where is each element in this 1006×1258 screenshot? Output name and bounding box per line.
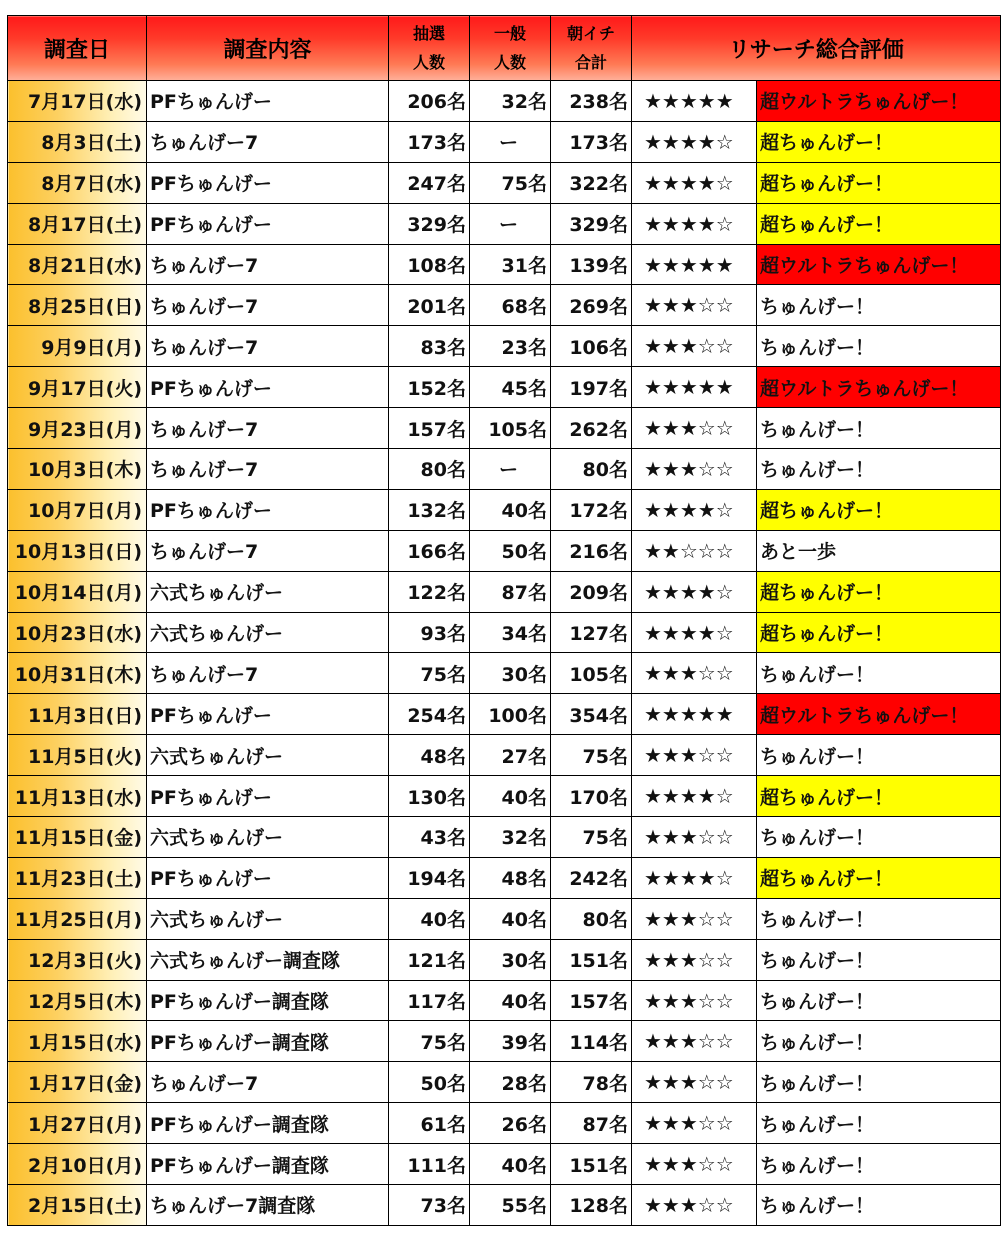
cell-total: 78名 (551, 1062, 632, 1103)
cell-lottery: 48名 (389, 735, 470, 776)
cell-evaluation: 超ちゅんげー！ (757, 203, 1001, 244)
cell-total: 106名 (551, 326, 632, 367)
cell-evaluation: 超ちゅんげー！ (757, 571, 1001, 612)
cell-evaluation: ちゅんげー！ (757, 980, 1001, 1021)
cell-general: 100名 (470, 694, 551, 735)
cell-date: 10月7日(月) (8, 489, 147, 530)
research-table (7, 15, 1001, 1226)
table-row (8, 653, 1001, 694)
cell-general: ー (470, 203, 551, 244)
cell-lottery: 152名 (389, 367, 470, 408)
cell-date: 11月25日(月) (8, 898, 147, 939)
cell-content: PFちゅんげー (147, 162, 389, 203)
table-row (8, 285, 1001, 326)
cell-total: 172名 (551, 489, 632, 530)
cell-content: ちゅんげー7 (147, 1062, 389, 1103)
cell-total: 80名 (551, 449, 632, 490)
cell-general: 40名 (470, 980, 551, 1021)
cell-date: 1月27日(月) (8, 1103, 147, 1144)
cell-content: ちゅんげー7 (147, 285, 389, 326)
cell-evaluation: ちゅんげー！ (757, 817, 1001, 858)
cell-lottery: 111名 (389, 1144, 470, 1185)
cell-content: 六式ちゅんげー (147, 817, 389, 858)
table-row (8, 694, 1001, 735)
cell-date: 7月17日(水) (8, 81, 147, 122)
cell-date: 9月9日(月) (8, 326, 147, 367)
cell-date: 11月15日(金) (8, 817, 147, 858)
header-general-line1: 一般 (493, 24, 526, 43)
cell-general: 27名 (470, 735, 551, 776)
table-row (8, 162, 1001, 203)
cell-content: ちゅんげー7 (147, 653, 389, 694)
cell-date: 11月13日(水) (8, 776, 147, 817)
cell-general: 26名 (470, 1103, 551, 1144)
cell-date: 9月23日(月) (8, 408, 147, 449)
cell-general: 50名 (470, 530, 551, 571)
cell-total: 216名 (551, 530, 632, 571)
cell-general: ー (470, 449, 551, 490)
cell-evaluation: ちゅんげー！ (757, 735, 1001, 776)
cell-lottery: 247名 (389, 162, 470, 203)
cell-stars: ★★★☆☆ (632, 1103, 757, 1144)
cell-stars: ★★★☆☆ (632, 285, 757, 326)
cell-general: 39名 (470, 1021, 551, 1062)
cell-content: ちゅんげー7 (147, 530, 389, 571)
cell-stars: ★★★★☆ (632, 121, 757, 162)
cell-general: 40名 (470, 776, 551, 817)
cell-total: 105名 (551, 653, 632, 694)
cell-evaluation: 超ウルトラちゅんげー！ (757, 694, 1001, 735)
cell-stars: ★★★★☆ (632, 162, 757, 203)
cell-lottery: 132名 (389, 489, 470, 530)
cell-content: PFちゅんげー (147, 81, 389, 122)
header-content: 調査内容 (147, 16, 389, 81)
table-row (8, 735, 1001, 776)
cell-stars: ★★★☆☆ (632, 326, 757, 367)
cell-total: 75名 (551, 817, 632, 858)
cell-lottery: 93名 (389, 612, 470, 653)
cell-content: ちゅんげー7 (147, 408, 389, 449)
cell-stars: ★★★★☆ (632, 776, 757, 817)
cell-general: 28名 (470, 1062, 551, 1103)
cell-general: 40名 (470, 489, 551, 530)
cell-date: 10月3日(木) (8, 449, 147, 490)
cell-general: 34名 (470, 612, 551, 653)
cell-total: 238名 (551, 81, 632, 122)
header-lottery-line2: 人数 (412, 53, 445, 72)
cell-content: ちゅんげー7 (147, 326, 389, 367)
cell-evaluation: ちゅんげー！ (757, 1103, 1001, 1144)
table-row (8, 1185, 1001, 1226)
cell-evaluation: ちゅんげー！ (757, 1185, 1001, 1226)
cell-date: 1月15日(水) (8, 1021, 147, 1062)
cell-date: 10月13日(日) (8, 530, 147, 571)
header-row (8, 16, 1001, 81)
cell-total: 87名 (551, 1103, 632, 1144)
cell-stars: ★★★☆☆ (632, 408, 757, 449)
cell-general: 48名 (470, 857, 551, 898)
cell-lottery: 75名 (389, 1021, 470, 1062)
header-total-line2: 合計 (574, 53, 607, 72)
cell-total: 209名 (551, 571, 632, 612)
cell-evaluation: あと一歩 (757, 530, 1001, 571)
table-row (8, 612, 1001, 653)
cell-lottery: 194名 (389, 857, 470, 898)
cell-lottery: 201名 (389, 285, 470, 326)
cell-total: 128名 (551, 1185, 632, 1226)
cell-stars: ★★★☆☆ (632, 1144, 757, 1185)
table-row (8, 449, 1001, 490)
header-rating: リサーチ総合評価 (632, 16, 1001, 81)
cell-date: 10月14日(月) (8, 571, 147, 612)
cell-date: 8月7日(水) (8, 162, 147, 203)
cell-evaluation: ちゅんげー！ (757, 1144, 1001, 1185)
cell-content: PFちゅんげー (147, 489, 389, 530)
cell-date: 10月31日(木) (8, 653, 147, 694)
cell-date: 10月23日(水) (8, 612, 147, 653)
cell-total: 269名 (551, 285, 632, 326)
cell-evaluation: 超ちゅんげー！ (757, 857, 1001, 898)
cell-evaluation: ちゅんげー！ (757, 1062, 1001, 1103)
table-header (8, 16, 1001, 81)
cell-lottery: 50名 (389, 1062, 470, 1103)
cell-lottery: 61名 (389, 1103, 470, 1144)
header-lottery-line1: 抽選 (412, 24, 445, 43)
table-row (8, 244, 1001, 285)
cell-stars: ★★★☆☆ (632, 1185, 757, 1226)
cell-content: 六式ちゅんげー (147, 612, 389, 653)
cell-date: 8月21日(水) (8, 244, 147, 285)
cell-stars: ★★★★☆ (632, 857, 757, 898)
cell-evaluation: 超ちゅんげー！ (757, 162, 1001, 203)
cell-lottery: 329名 (389, 203, 470, 244)
cell-lottery: 206名 (389, 81, 470, 122)
cell-general: 32名 (470, 81, 551, 122)
header-total (551, 16, 632, 81)
table-row (8, 1144, 1001, 1185)
cell-date: 2月10日(月) (8, 1144, 147, 1185)
cell-evaluation: ちゅんげー！ (757, 653, 1001, 694)
cell-date: 11月5日(火) (8, 735, 147, 776)
header-general (470, 16, 551, 81)
cell-general: 30名 (470, 653, 551, 694)
cell-content: 六式ちゅんげー (147, 735, 389, 776)
cell-content: PFちゅんげー (147, 694, 389, 735)
cell-date: 8月25日(日) (8, 285, 147, 326)
cell-evaluation: 超ウルトラちゅんげー！ (757, 244, 1001, 285)
cell-general: 40名 (470, 898, 551, 939)
cell-lottery: 121名 (389, 939, 470, 980)
cell-evaluation: ちゅんげー！ (757, 449, 1001, 490)
cell-date: 11月23日(土) (8, 857, 147, 898)
cell-total: 80名 (551, 898, 632, 939)
cell-total: 322名 (551, 162, 632, 203)
cell-stars: ★★★☆☆ (632, 653, 757, 694)
cell-content: ちゅんげー7 (147, 121, 389, 162)
cell-lottery: 254名 (389, 694, 470, 735)
cell-lottery: 122名 (389, 571, 470, 612)
table-row (8, 81, 1001, 122)
cell-lottery: 83名 (389, 326, 470, 367)
table-body (8, 81, 1001, 1226)
cell-content: PFちゅんげー (147, 203, 389, 244)
cell-stars: ★★★☆☆ (632, 449, 757, 490)
table-row (8, 571, 1001, 612)
cell-lottery: 108名 (389, 244, 470, 285)
cell-general: ー (470, 121, 551, 162)
cell-total: 170名 (551, 776, 632, 817)
table-row (8, 489, 1001, 530)
cell-lottery: 157名 (389, 408, 470, 449)
table-row (8, 1103, 1001, 1144)
cell-date: 1月17日(金) (8, 1062, 147, 1103)
cell-lottery: 73名 (389, 1185, 470, 1226)
cell-stars: ★★★☆☆ (632, 898, 757, 939)
cell-stars: ★★★☆☆ (632, 1062, 757, 1103)
cell-stars: ★★★★☆ (632, 571, 757, 612)
cell-total: 262名 (551, 408, 632, 449)
cell-general: 23名 (470, 326, 551, 367)
cell-stars: ★★★☆☆ (632, 817, 757, 858)
table-row (8, 326, 1001, 367)
cell-lottery: 130名 (389, 776, 470, 817)
cell-lottery: 80名 (389, 449, 470, 490)
cell-evaluation: ちゅんげー！ (757, 326, 1001, 367)
cell-lottery: 166名 (389, 530, 470, 571)
cell-general: 40名 (470, 1144, 551, 1185)
cell-date: 8月3日(土) (8, 121, 147, 162)
cell-content: PFちゅんげー (147, 857, 389, 898)
cell-stars: ★★★★☆ (632, 489, 757, 530)
cell-total: 151名 (551, 939, 632, 980)
cell-content: 六式ちゅんげー調査隊 (147, 939, 389, 980)
cell-stars: ★★★☆☆ (632, 939, 757, 980)
cell-evaluation: ちゅんげー！ (757, 285, 1001, 326)
header-date: 調査日 (8, 16, 147, 81)
cell-stars: ★★★☆☆ (632, 735, 757, 776)
cell-stars: ★★★★★ (632, 244, 757, 285)
cell-stars: ★★★☆☆ (632, 1021, 757, 1062)
cell-evaluation: 超ちゅんげー！ (757, 776, 1001, 817)
cell-general: 32名 (470, 817, 551, 858)
cell-date: 9月17日(火) (8, 367, 147, 408)
table-row (8, 898, 1001, 939)
header-lottery (389, 16, 470, 81)
cell-general: 75名 (470, 162, 551, 203)
header-general-line2: 人数 (493, 53, 526, 72)
cell-total: 151名 (551, 1144, 632, 1185)
cell-content: PFちゅんげー調査隊 (147, 1021, 389, 1062)
cell-content: 六式ちゅんげー (147, 571, 389, 612)
cell-date: 11月3日(日) (8, 694, 147, 735)
cell-general: 55名 (470, 1185, 551, 1226)
cell-date: 2月15日(土) (8, 1185, 147, 1226)
table-row (8, 939, 1001, 980)
table-row (8, 367, 1001, 408)
cell-total: 139名 (551, 244, 632, 285)
cell-lottery: 75名 (389, 653, 470, 694)
cell-general: 105名 (470, 408, 551, 449)
cell-date: 12月5日(木) (8, 980, 147, 1021)
cell-lottery: 117名 (389, 980, 470, 1021)
cell-total: 242名 (551, 857, 632, 898)
cell-content: 六式ちゅんげー (147, 898, 389, 939)
table-row (8, 408, 1001, 449)
cell-general: 45名 (470, 367, 551, 408)
table-row (8, 530, 1001, 571)
table-row (8, 857, 1001, 898)
cell-content: PFちゅんげー調査隊 (147, 1144, 389, 1185)
cell-stars: ★★★★☆ (632, 203, 757, 244)
table-row (8, 980, 1001, 1021)
cell-total: 114名 (551, 1021, 632, 1062)
cell-evaluation: 超ウルトラちゅんげー！ (757, 367, 1001, 408)
cell-content: PFちゅんげー調査隊 (147, 1103, 389, 1144)
cell-general: 30名 (470, 939, 551, 980)
cell-content: PFちゅんげー調査隊 (147, 980, 389, 1021)
cell-total: 173名 (551, 121, 632, 162)
cell-content: ちゅんげー7 (147, 244, 389, 285)
cell-content: ちゅんげー7 (147, 449, 389, 490)
cell-date: 12月3日(火) (8, 939, 147, 980)
cell-stars: ★★★★☆ (632, 612, 757, 653)
cell-stars: ★★★☆☆ (632, 980, 757, 1021)
cell-stars: ★★☆☆☆ (632, 530, 757, 571)
cell-lottery: 43名 (389, 817, 470, 858)
cell-evaluation: 超ウルトラちゅんげー！ (757, 81, 1001, 122)
cell-evaluation: ちゅんげー！ (757, 939, 1001, 980)
table-row (8, 121, 1001, 162)
cell-lottery: 173名 (389, 121, 470, 162)
cell-stars: ★★★★★ (632, 367, 757, 408)
cell-lottery: 40名 (389, 898, 470, 939)
cell-general: 87名 (470, 571, 551, 612)
cell-general: 68名 (470, 285, 551, 326)
cell-content: PFちゅんげー (147, 776, 389, 817)
cell-stars: ★★★★★ (632, 694, 757, 735)
cell-total: 354名 (551, 694, 632, 735)
cell-date: 8月17日(土) (8, 203, 147, 244)
header-total-line1: 朝イチ (566, 24, 615, 43)
table-row (8, 203, 1001, 244)
cell-general: 31名 (470, 244, 551, 285)
table-row (8, 817, 1001, 858)
cell-total: 127名 (551, 612, 632, 653)
cell-content: ちゅんげー7調査隊 (147, 1185, 389, 1226)
cell-evaluation: ちゅんげー！ (757, 408, 1001, 449)
table-row (8, 1021, 1001, 1062)
cell-evaluation: ちゅんげー！ (757, 1021, 1001, 1062)
table-row (8, 1062, 1001, 1103)
cell-content: PFちゅんげー (147, 367, 389, 408)
cell-stars: ★★★★★ (632, 81, 757, 122)
cell-evaluation: ちゅんげー！ (757, 898, 1001, 939)
cell-evaluation: 超ちゅんげー！ (757, 612, 1001, 653)
table-row (8, 776, 1001, 817)
cell-evaluation: 超ちゅんげー！ (757, 121, 1001, 162)
cell-total: 157名 (551, 980, 632, 1021)
cell-evaluation: 超ちゅんげー！ (757, 489, 1001, 530)
cell-total: 329名 (551, 203, 632, 244)
cell-total: 197名 (551, 367, 632, 408)
cell-total: 75名 (551, 735, 632, 776)
research-table-wrapper (7, 15, 1001, 1226)
